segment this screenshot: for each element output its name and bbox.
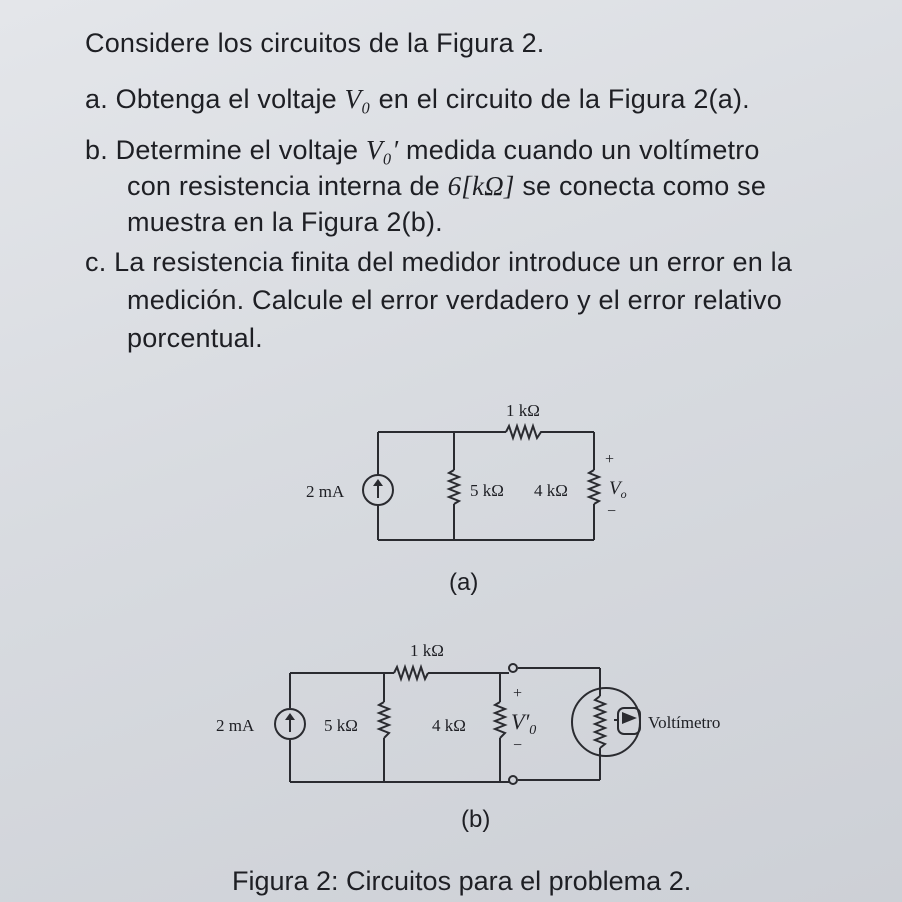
fig-a-vout-main: V (609, 478, 621, 499)
fig-b-minus: − (513, 737, 523, 754)
circuit-a-resistor-5k (449, 470, 459, 504)
item-c-line2: medición. Calcule el error verdadero y el error relativo (127, 285, 782, 315)
fig-a-vout (609, 478, 627, 501)
circuit-b-resistor-1k (394, 667, 428, 679)
figure-caption: Figura 2: Circuitos para el problema 2. (232, 866, 692, 896)
figure-b-caption: (b) (461, 806, 491, 833)
item-c-marker: c. (85, 247, 107, 277)
item-b-marker: b. (85, 135, 108, 165)
fig-b-r-right-label: 4 kΩ (432, 716, 466, 735)
item-b-line1-post: medida cuando un voltímetro (406, 135, 760, 165)
fig-b-r-mid-label: 5 kΩ (324, 716, 358, 735)
item-a-pre: Obtenga el voltaje (115, 84, 337, 114)
item-b-var: V₀′ (365, 135, 399, 165)
item-b-line3: muestra en la Figura 2(b). (127, 207, 443, 237)
problem-intro: Considere los circuitos de la Figura 2. (85, 28, 545, 58)
item-b-line1-pre: Determine el voltaje (115, 135, 359, 165)
fig-b-source-label: 2 mA (216, 716, 255, 735)
fig-b-plus: + (513, 685, 523, 702)
circuit-a-resistor-4k (589, 470, 599, 504)
circuit-b-resistor-5k (379, 702, 389, 738)
fig-b-vout (511, 709, 536, 738)
item-a-var: V₀ (344, 84, 371, 114)
fig-a-r-mid-label: 5 kΩ (470, 481, 504, 500)
item-c-line3: porcentual. (127, 323, 263, 353)
item-a-post: en el circuito de la Figura 2(a). (378, 84, 750, 114)
figure-a-caption: (a) (449, 569, 479, 596)
fig-b-r-top-label: 1 kΩ (410, 641, 444, 660)
circuit-b-terminal-top (509, 664, 517, 672)
item-b-math: 6[kΩ] (447, 171, 515, 201)
fig-b-vout-sub: 0 (529, 723, 537, 738)
item-b-line2-pre: con resistencia interna de (127, 171, 440, 201)
item-b-line2-post: se conecta como se (522, 171, 767, 201)
fig-a-plus: + (605, 451, 615, 468)
circuit-b-resistor-4k (495, 702, 505, 738)
circuit-b-voltmeter (572, 688, 640, 756)
fig-b-vout-main: V′ (511, 709, 530, 734)
fig-a-r-top-label: 1 kΩ (506, 401, 540, 420)
fig-b-meter-label: Voltímetro (648, 713, 721, 732)
fig-a-r-right-label: 4 kΩ (534, 481, 568, 500)
item-a-marker: a. (85, 84, 108, 114)
circuit-a-resistor-1k (506, 426, 542, 438)
circuit-b-voltmeter-resistor (595, 696, 605, 748)
fig-a-minus: − (607, 503, 617, 520)
item-c-line1-text: La resistencia finita del medidor introduce un error en la (114, 247, 793, 277)
fig-a-source-label: 2 mA (306, 482, 345, 501)
circuit-b-terminal-bottom (509, 776, 517, 784)
fig-a-vout-sub: o (620, 487, 627, 501)
